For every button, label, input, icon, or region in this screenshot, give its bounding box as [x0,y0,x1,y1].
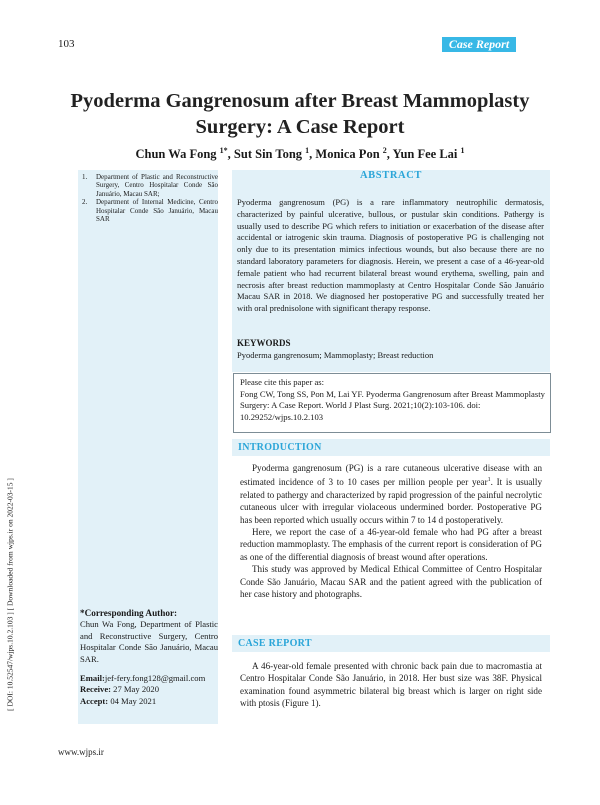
author-separator: , [309,147,316,162]
text: Pyoderma gangrenosum (PG) is a rare cutaneous ulcerative disease with an estimated incidence of 3 to 10 cases per million people per year [240,463,542,488]
affiliation-item [82,198,218,223]
author-affiliation-mark: 2 [382,146,387,155]
journal-url[interactable]: www.wjps.ir [58,747,104,757]
author-separator: , [386,147,393,162]
paragraph [240,462,542,526]
abstract-heading: ABSTRACT [360,170,422,181]
affiliation-text: Department of Plastic and Reconstructive Surgery, Centro Hospitalar Conde São Januário, Macau SAR; [96,173,218,198]
article-type-badge: Case Report [442,37,516,52]
email-label: Email: [80,673,105,684]
keywords-heading: KEYWORDS [237,338,291,348]
affiliation-text: Department of Internal Medicine, Centro Hospitalar Conde São Januário, Macau SAR [96,198,218,224]
paragraph: Here, we report the case of a 46-year-old female who had PG after a breast reduction mammoplasty. The emphasis of the current report is consideration of PG as one of the differential diagnosis of breast wound after operations. [240,527,542,562]
accept-label: Accept: [80,695,109,706]
affiliation-number: 2. [82,198,88,207]
keywords-text: Pyoderma gangrenosum; Mammoplasty; Breast reduction [237,350,434,360]
reference-mark[interactable]: 1 [487,477,491,484]
affiliation-item [82,173,218,198]
author-list [60,146,540,162]
paragraph: This study was approved by Medical Ethical Committee of Centro Hospitalar Conde São Januário, Macau SAR and the patient agreed with the publication of her case history and photographs. [240,564,542,600]
citation-label: Please cite this paper as: [240,377,324,387]
author-name: Yun Fee Lai [392,147,461,162]
affiliation-number: 1. [82,173,88,181]
email-address[interactable]: jef-fery.fong128@gmail.com [104,673,206,684]
receive-label: Receive: [80,684,112,695]
text: . It is usually related to pathergy and characterized by rapid progression of the painful necrolytic cutaneous ulcer with irregular violaceous undermined border. Postoperative PG has been reported which usually occurs within 7 to 14 d postoperatively. [240,477,542,525]
case-report-heading: CASE REPORT [232,635,550,652]
author-affiliation-mark: 1* [219,146,228,155]
case-report-body [240,660,542,710]
author-affiliation-mark: 1 [305,146,310,155]
author-name: Chun Wa Fong [135,147,220,162]
abstract-text: Pyoderma gangrenosum (PG) is a rare inflammatory neutrophilic dermatosis, characterized by painful ulcerative, bullous, or pustular skin conditions. Pathergy is usually used to describe PG which refers to initiation or exacerbation of the disease after accidental or iatrogenic skin trauma. Diagnosis of postoperative PG is challenging not only due to its presentation mimics infectious wounds, but also because there are no standard laboratory parameters for diagnosis. Herein, we present a case of a 46-year-old female patient who had recurrent bilateral breast wound erythema, swelling, pain and necrosis after breast reduction mammoplasty at Centro Hospitalar Conde São Januário Macau SAR in 2018. We diagnosed her postoperative PG and successfully treated her with oral prednisolone with significant therapy response. [237,197,544,314]
author-name: Monica Pon [315,147,383,162]
citation-reference: Fong CW, Tong SS, Pon M, Lai YF. Pyoderma Gangrenosum after Breast Mammoplasty Surgery: A Case Report. World J Plast Surg. 2021;10(2):103-106. doi: 10.29252/wjps.10.2.103 [240,388,545,422]
accept-date: 04 May 2021 [110,695,157,706]
introduction-body [240,462,542,601]
citation-text [240,377,545,423]
author-separator: , [227,147,234,162]
corresponding-body: Chun Wa Fong, Department of Plastic and Reconstructive Surgery, Centro Hospitalar Conde São Januário, Macau SAR. [80,619,218,664]
paragraph: A 46-year-old female presented with chronic back pain due to macromastia at Centro Hospitalar Conde São Januário, in 2018. Her bust size was 38F. Physical examination found asymmetric bilateral big breast which is larger on right side with ptosis (Figure 1). [240,661,542,709]
corresponding-heading: *Corresponding Author: [80,608,178,618]
introduction-heading: INTRODUCTION [232,439,550,456]
author-name: Sut Sin Tong [233,147,306,162]
page-number: 103 [58,38,75,50]
affiliations [82,173,218,223]
author-affiliation-mark: 1 [460,146,465,155]
download-stamp: [ DOI: 10.52547/wjps.10.2.103 ] [ Downloaded from wjps.ir on 2022-03-15 ] [5,478,15,711]
corresponding-author [80,608,218,707]
receive-date: 27 May 2020 [113,684,160,695]
article-title: Pyoderma Gangrenosum after Breast Mammoplasty Surgery: A Case Report [70,90,530,138]
